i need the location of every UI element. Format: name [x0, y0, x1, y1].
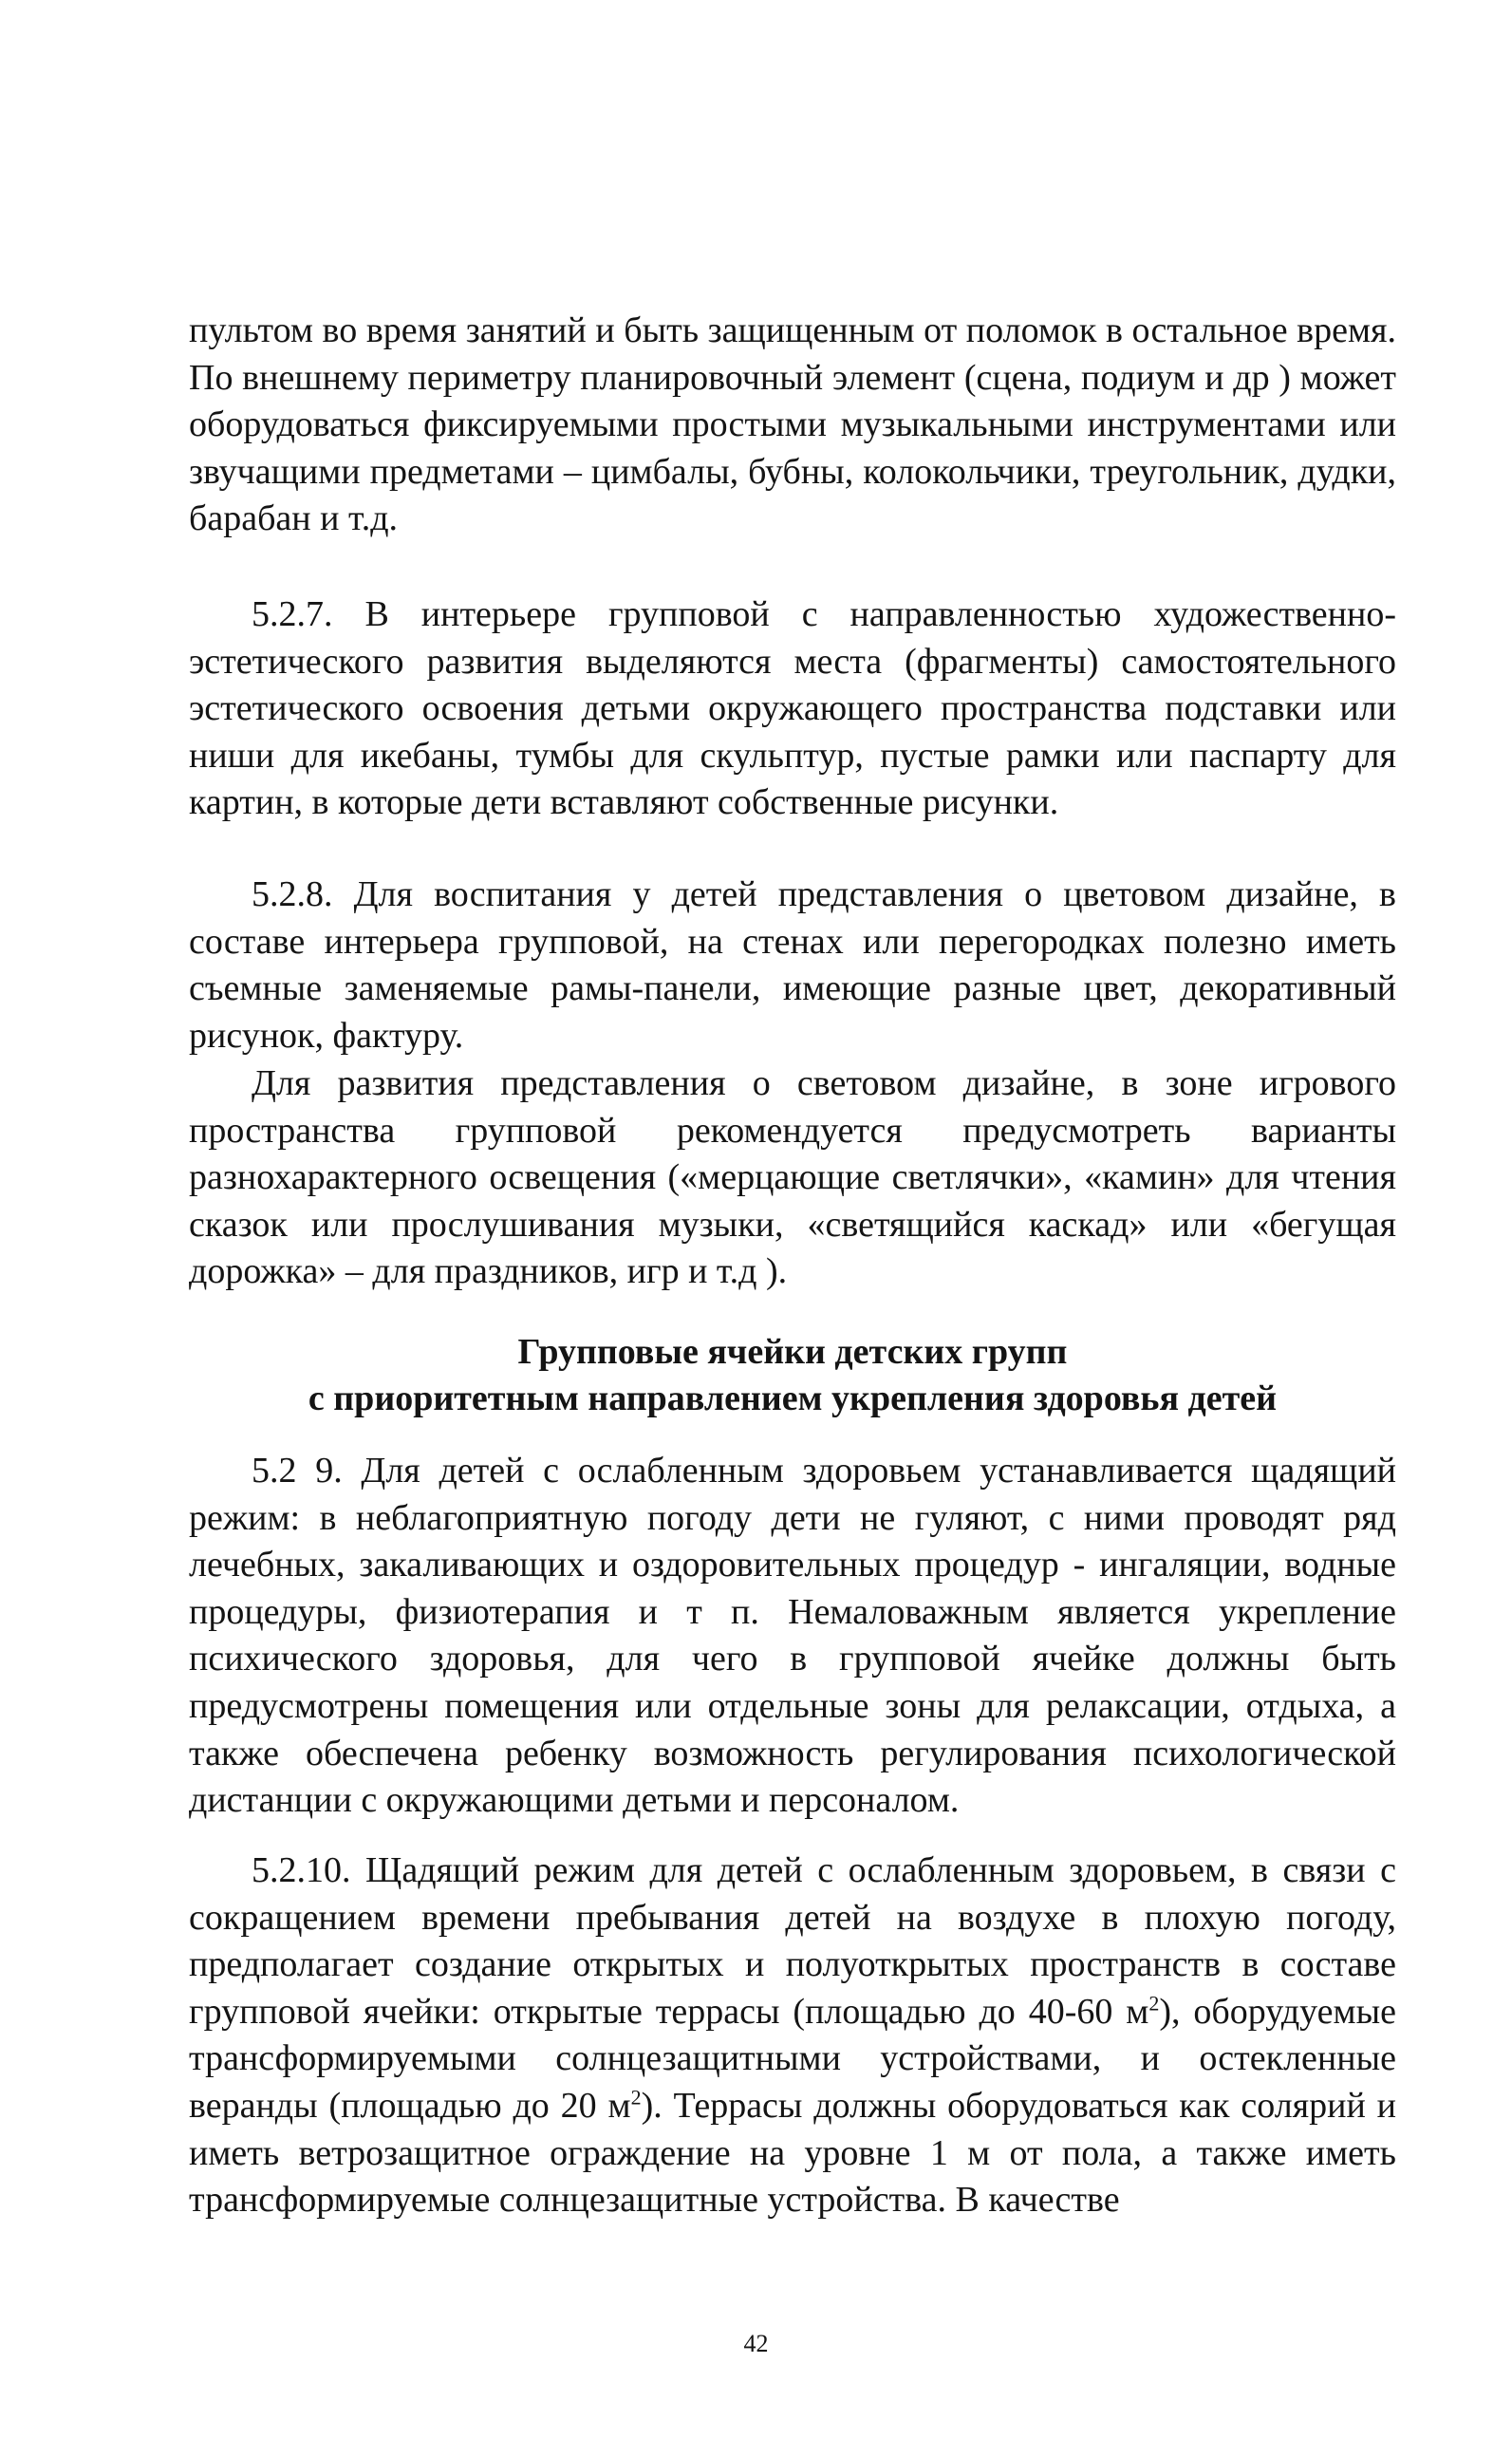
superscript: 2 — [1148, 1991, 1160, 2016]
paragraph-text-part-2: ), оборудуемые трансформируемыми солнцезащитными устройствами, и остекленные веранды (площадью до 20 м — [189, 1991, 1396, 2126]
paragraph-light-design — [189, 1060, 1396, 1296]
section-heading-line-2: с приоритетным направлением укрепления здоровья детей — [308, 1379, 1278, 1418]
paragraph-text-part-1: 5.2.10. Щадящий режим для детей с ослабленным здоровьем, в связи с сокращением времени пребывания детей на воздухе в плохую погоду, предполагает создание открытых и полуоткрытых пространств в составе групповой ячейки: открытые террасы (площадью до 40-60 м — [189, 1850, 1396, 2032]
paragraph-text — [189, 1847, 1396, 2224]
paragraph-text: пультом во время занятий и быть защищенным от поломок в остальное время. По внешнему периметру планировочный элемент (сцена, подиум и др ) может оборудоваться фиксируемыми простыми музыкальными инструментами или звучащими предметами – цимбалы, бубны, колокольчики, треугольник, дудки, барабан и т.д. — [189, 310, 1396, 539]
paragraph-text: 5.2 9. Для детей с ослабленным здоровьем устанавливается щадящий режим: в неблагоприятную погоду дети не гуляют, с ними проводят ряд лечебных, закаливающих и оздоровительных процедур - ингаляции, водные процедуры, физиотерапия и т п. Немаловажным является укрепление психического здоровья, для чего в групповой ячейке должны быть предусмотрены помещения или отдельные зоны для релаксации, отдыха, а также обеспечена ребенку возможность регулирования психологической дистанции с окружающими детьми и персоналом. — [189, 1451, 1396, 1821]
paragraph-5-2-10 — [189, 1847, 1396, 2224]
paragraph-text: 5.2.7. В интерьере групповой с направленностью художественно-эстетического развития выделяются места (фрагменты) самостоятельного эстетического освоения детьми окружающего пространства подставки или ниши для икебаны, тумбы для скульптур, пустые рамки или паспарту для картин, в которые дети вставляют собственные рисунки. — [189, 594, 1396, 823]
paragraph-text: 5.2.8. Для воспитания у детей представления о цветовом дизайне, в составе интерьера групповой, на стенах или перегородках полезно иметь съемные заменяемые рамы-панели, имеющие разные цвет, декоративный рисунок, фактуру. — [189, 874, 1396, 1056]
section-heading-line-1: Групповые ячейки детских групп — [517, 1332, 1068, 1372]
paragraph-text-part-3: ). Террасы должны оборудоваться как солярий и иметь ветрозащитное ограждение на уровне 1 м от пола, а также иметь трансформируемые солнцезащитные устройства. В качестве — [189, 2085, 1397, 2221]
paragraph-5-2-9 — [189, 1448, 1396, 1825]
section-heading — [189, 1329, 1396, 1422]
paragraph-continuation — [189, 308, 1396, 543]
paragraph-text: Для развития представления о световом дизайне, в зоне игрового пространства групповой рекомендуется предусмотреть варианты разнохарактерного освещения («мерцающие светлячки», «камин» для чтения сказок или прослушивания музыки, «светящийся каскад» или «бегущая дорожка» – для праздников, игр и т.д ). — [189, 1063, 1396, 1292]
paragraph-5-2-8 — [189, 872, 1396, 1060]
page-number: 42 — [743, 2330, 769, 2357]
paragraph-5-2-7 — [189, 591, 1396, 827]
superscript: 2 — [630, 2085, 642, 2110]
